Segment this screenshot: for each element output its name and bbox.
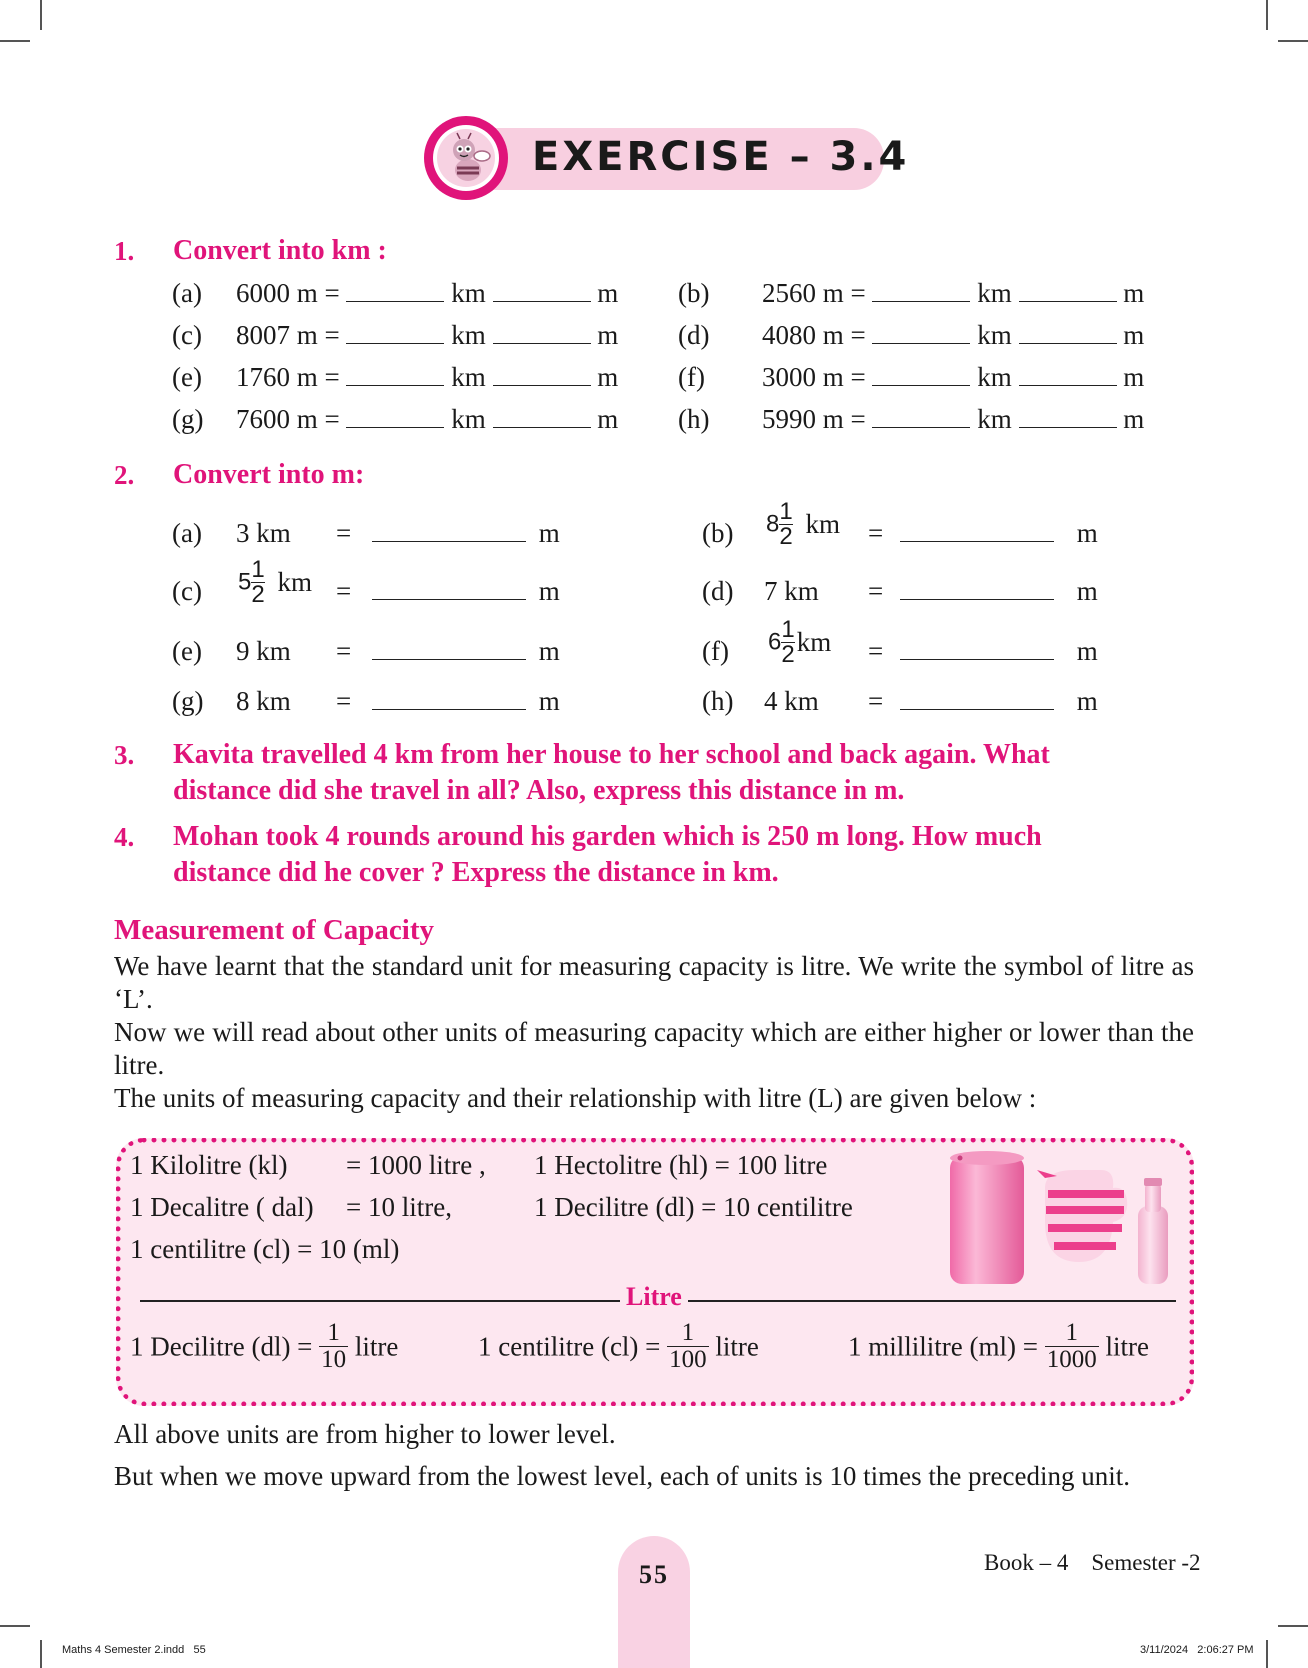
centilitre-fraction: 1 centilitre (cl) = $\frac{1}{100}$ litre — [478, 1319, 759, 1374]
answer-line: m — [900, 636, 1098, 667]
list-item-value: 9 km — [236, 636, 291, 666]
equals-sign: = — [336, 576, 352, 606]
list-item: (d) 4080 m = km m — [678, 320, 1145, 350]
list-item-value: 5 $\frac{1}{2}$ km — [238, 556, 312, 608]
answer-line: m — [372, 636, 560, 667]
equals-sign: = — [336, 636, 352, 666]
answer-blank[interactable] — [872, 321, 970, 344]
list-item: (f) — [702, 636, 729, 666]
centilitre-relation: 1 centilitre (cl) = 10 (ml) — [130, 1234, 400, 1264]
answer-line: m — [372, 518, 560, 549]
question-text: Mohan took 4 rounds around his garden which is 250 m long. How much — [173, 821, 1042, 852]
crop-mark — [0, 1625, 30, 1627]
exercise-title: EXERCISE – 3.4 — [532, 134, 910, 180]
paragraph: We have learnt that the standard unit for measuring capacity is litre. We write the symbol of litre as ‘L’. — [114, 951, 1194, 1014]
list-item-value: 7 km — [764, 576, 819, 606]
fraction: $\frac{1}{10}$ — [321, 1319, 347, 1374]
crop-mark — [1278, 40, 1308, 42]
decalitre-value: = 10 litre, — [346, 1192, 452, 1222]
answer-blank[interactable] — [346, 321, 444, 344]
answer-blank[interactable] — [493, 321, 591, 344]
kilolitre-value: = 1000 litre , — [346, 1150, 486, 1180]
crop-mark — [40, 1640, 42, 1668]
paragraph: All above units are from higher to lower level. — [114, 1419, 616, 1449]
bee-icon — [424, 116, 508, 200]
answer-blank[interactable] — [1019, 405, 1117, 428]
answer-blank[interactable] — [372, 637, 526, 660]
answer-blank[interactable] — [346, 405, 444, 428]
paragraph: But when we move upward from the lowest level, each of units is 10 times the preceding unit. — [114, 1461, 1131, 1491]
question-text: distance did she travel in all? Also, express this distance in m. — [173, 775, 905, 806]
answer-blank[interactable] — [900, 637, 1054, 660]
half-fraction: $\frac{1}{2}$ — [781, 616, 795, 668]
list-item-value: 8 km — [236, 686, 291, 716]
decilitre-fraction: 1 Decilitre (dl) = $\frac{1}{10}$ litre — [130, 1319, 399, 1374]
section-heading: Measurement of Capacity — [114, 914, 435, 946]
decilitre-relation: 1 Decilitre (dl) = 10 centilitre — [534, 1192, 853, 1222]
page-number: 55 — [639, 1560, 669, 1589]
answer-line: m — [900, 576, 1098, 607]
hectolitre-relation: 1 Hectolitre (hl) = 100 litre — [534, 1150, 828, 1180]
paragraph: The units of measuring capacity and their relationship with litre (L) are given below : — [114, 1083, 1037, 1113]
answer-blank[interactable] — [372, 577, 526, 600]
list-item: (b) 2560 m = km m — [678, 278, 1145, 308]
question-text: distance did he cover ? Express the distance in km. — [173, 857, 779, 888]
answer-blank[interactable] — [1019, 363, 1117, 386]
answer-blank[interactable] — [346, 279, 444, 302]
equals-sign: = — [336, 686, 352, 716]
half-fraction: $\frac{1}{2}$ — [779, 498, 793, 550]
answer-blank[interactable] — [493, 363, 591, 386]
question-number: 1. — [114, 236, 135, 266]
list-item: (h) — [702, 686, 734, 716]
question-number: 4. — [114, 822, 135, 852]
list-item: (g) 7600 m = km m — [172, 404, 619, 434]
answer-blank[interactable] — [372, 519, 526, 542]
list-item: (b) — [702, 518, 734, 548]
list-item: (h) 5990 m = km m — [678, 404, 1145, 434]
list-item: (d) — [702, 576, 734, 606]
answer-line: m — [372, 686, 560, 717]
answer-blank[interactable] — [900, 687, 1054, 710]
fraction: $\frac{1}{100}$ — [669, 1319, 707, 1374]
fraction: $\frac{1}{1000}$ — [1046, 1319, 1097, 1374]
list-item-value: 6 $\frac{1}{2}$ km — [768, 616, 832, 668]
answer-blank[interactable] — [1019, 279, 1117, 302]
answer-blank[interactable] — [900, 519, 1054, 542]
list-item: (f) 3000 m = km m — [678, 362, 1145, 392]
crop-mark — [1266, 1640, 1268, 1668]
file-name: Maths 4 Semester 2.indd 55 — [62, 1644, 206, 1656]
crop-mark — [0, 40, 30, 42]
crop-mark — [40, 0, 42, 30]
millilitre-fraction: 1 millilitre (ml) = $\frac{1}{1000}$ litre — [848, 1319, 1149, 1374]
equals-sign: = — [868, 518, 884, 548]
answer-blank[interactable] — [872, 279, 970, 302]
list-item: (c) 8007 m = km m — [172, 320, 619, 350]
question-number: 2. — [114, 460, 135, 490]
answer-blank[interactable] — [872, 405, 970, 428]
answer-blank[interactable] — [372, 687, 526, 710]
equals-sign: = — [868, 686, 884, 716]
question-text: Kavita travelled 4 km from her house to her school and back again. What — [173, 739, 1050, 770]
equals-sign: = — [868, 636, 884, 666]
containers-picture — [942, 1148, 1174, 1284]
answer-blank[interactable] — [493, 279, 591, 302]
answer-blank[interactable] — [872, 363, 970, 386]
crop-mark — [1266, 0, 1268, 30]
list-item: (g) — [172, 686, 204, 716]
list-item-value: 3 km — [236, 518, 291, 548]
paragraph: Now we will read about other units of measuring capacity which are either higher or lower than the litre. — [114, 1017, 1194, 1080]
answer-blank[interactable] — [1019, 321, 1117, 344]
list-item: (c) — [172, 576, 202, 606]
equals-sign: = — [868, 576, 884, 606]
decalitre-name: 1 Decalitre ( dal) — [130, 1192, 314, 1222]
page-number-tab — [618, 1536, 690, 1668]
half-fraction: $\frac{1}{2}$ — [251, 556, 265, 608]
list-item-value: 8 $\frac{1}{2}$ km — [766, 498, 840, 550]
answer-line: m — [900, 686, 1098, 717]
list-item: (a) 6000 m = km m — [172, 278, 619, 308]
timestamp: 3/11/2024 2:06:27 PM — [1140, 1644, 1254, 1656]
crop-mark — [1278, 1625, 1308, 1627]
question-title: Convert into km : — [173, 235, 387, 266]
list-item: (e) — [172, 636, 202, 666]
litre-label: Litre — [620, 1282, 688, 1312]
answer-blank[interactable] — [346, 363, 444, 386]
answer-line: m — [372, 576, 560, 607]
question-title: Convert into m: — [173, 459, 365, 490]
list-item: (a) — [172, 518, 202, 548]
answer-line: m — [900, 518, 1098, 549]
list-item-value: 4 km — [764, 686, 819, 716]
book-semester: Book – 4 Semester -2 — [984, 1550, 1201, 1575]
answer-blank[interactable] — [493, 405, 591, 428]
question-number: 3. — [114, 740, 135, 770]
kilolitre-name: 1 Kilolitre (kl) — [130, 1150, 288, 1180]
answer-blank[interactable] — [900, 577, 1054, 600]
equals-sign: = — [336, 518, 352, 548]
list-item: (e) 1760 m = km m — [172, 362, 619, 392]
